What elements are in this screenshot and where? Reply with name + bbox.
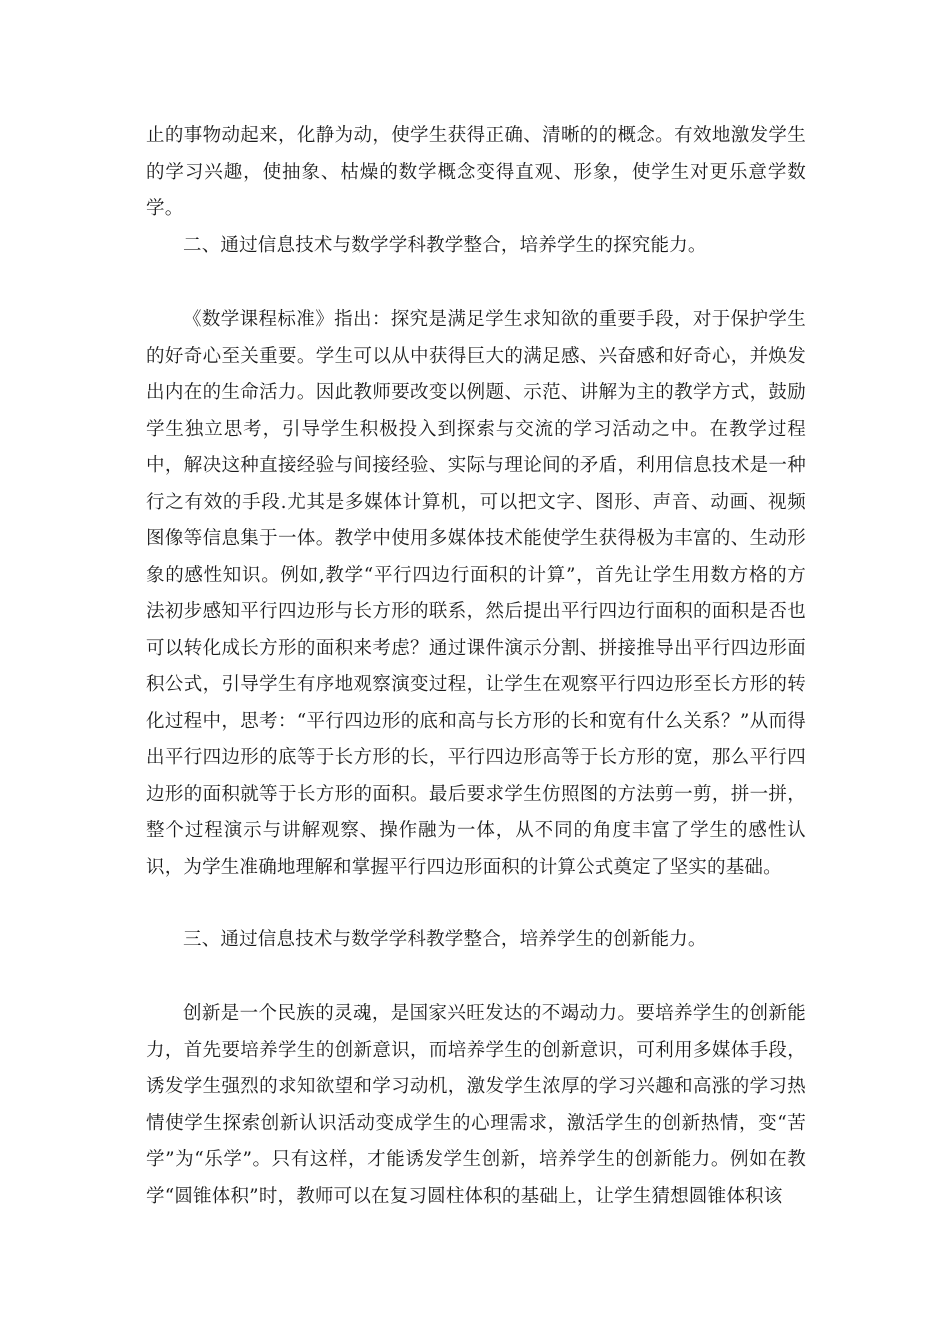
section-heading-2: 二、通过信息技术与数学学科教学整合，培养学生的探究能力。 <box>183 235 707 256</box>
paragraph-inquiry: 《数学课程标准》指出：探究是满足学生求知欲的重要手段，对于保护学生的好奇心至关重要。学生可以从中获得巨大的满足感、兴奋感和好奇心，并焕发出内在的生命活力。因此教师要改变以例题、示范、讲解为主的教学方式，鼓励学生独立思考，引导学生积极投入到探索与交流的学习活动之中。在教学过程中，解决这种直接经验与间接经验、实际与理论间的矛盾，利用信息技术是一种行之有效的手段.尤其是多媒体计算机，可以把文字、图形、声音、动画、视频图像等信息集于一体。教学中使用多媒体技术能使学生获得极为丰富的、生动形象的感性知识。例如,教学“平行四边行面积的计算”，首先让学生用数方格的方法初步感知平行四边形与长方形的联系，然后提出平行四边行面积的面积是否也可以转化成长方形的面积来考虑？通过课件演示分割、拼接推导出平行四边形面积公式，引导学生有序地观察演变过程，让学生在观察平行四边形至长方形的转化过程中，思考：“平行四边形的底和高与长方形的长和宽有什么关系？”从而得出平行四边形的底等于长方形的长，平行四边形高等于长方形的宽，那么平行四边形的面积就等于长方形的面积。最后要求学生仿照图的方法剪一剪，拼一拼，整个过程演示与讲解观察、操作融为一体，从不同的角度丰富了学生的感性认识，为学生准确地理解和掌握平行四边形面积的计算公式奠定了坚实的基础。 <box>146 309 806 878</box>
paragraph-continuation: 止的事物动起来，化静为动，使学生获得正确、清晰的的概念。有效地激发学生的学习兴趣，使抽象、枯燥的数学概念变得直观、形象，使学生对更乐意学数学。 <box>146 125 806 219</box>
paragraph-innovation: 创新是一个民族的灵魂，是国家兴旺发达的不竭动力。要培养学生的创新能力，首先要培养学生的创新意识，而培养学生的创新意识，可利用多媒体手段，诱发学生强烈的求知欲望和学习动机，激发学生浓厚的学习兴趣和高涨的学习热情使学生探索创新认识活动变成学生的心理需求，激活学生的创新热情，变“苦学”为“乐学”。只有这样，才能诱发学生创新，培养学生的创新能力。例如在教学“圆锥体积”时，教师可以在复习圆柱体积的基础上，让学生猜想圆锥体积该 <box>146 1003 806 1207</box>
section-heading-3: 三、通过信息技术与数学学科教学整合，培养学生的创新能力。 <box>183 929 707 950</box>
